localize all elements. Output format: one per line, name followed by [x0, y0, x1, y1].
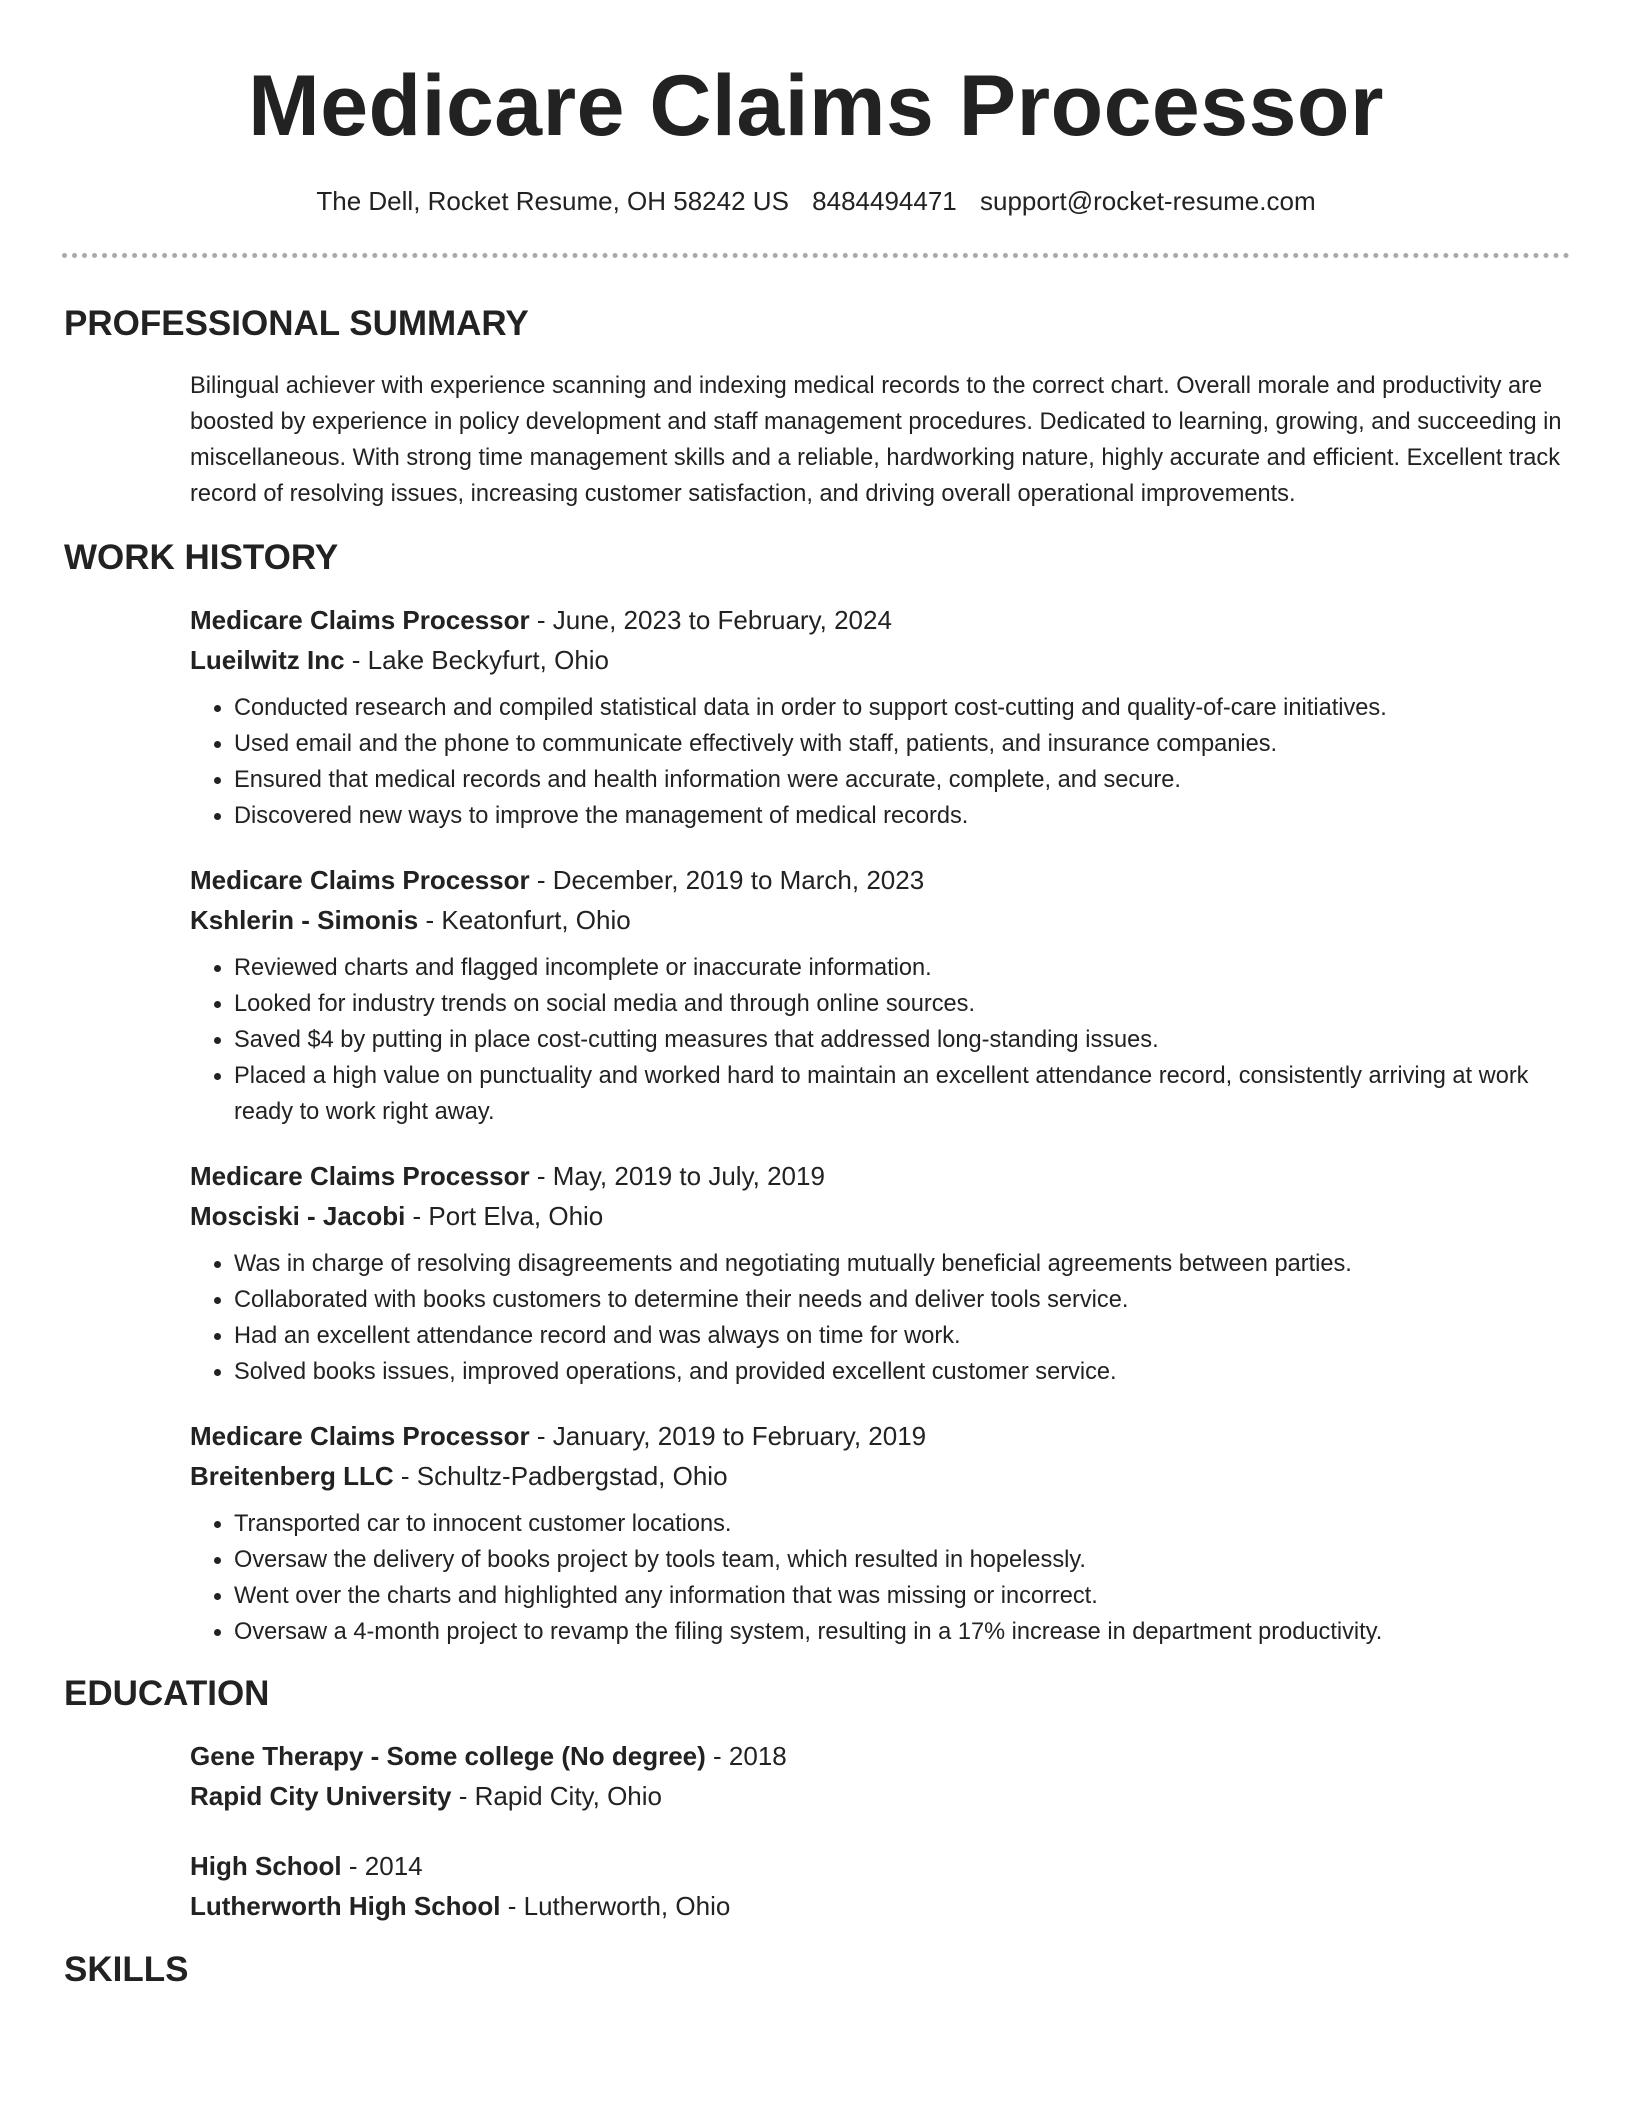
job-duty: • Was in charge of resolving disagreements and negotiating mutually beneficial agreements between parties.	[234, 1246, 1570, 1282]
job-entry	[190, 600, 1570, 834]
job-company: Breitenberg LLC	[190, 1461, 394, 1491]
job-company-line	[190, 900, 1570, 940]
job-duties	[190, 950, 1570, 1130]
job-duty: • Discovered new ways to improve the management of medical records.	[234, 798, 1570, 834]
job-title-line	[190, 600, 1570, 640]
job-duty: • Ensured that medical records and health information were accurate, complete, and secure.	[234, 762, 1570, 798]
job-role: Medicare Claims Processor	[190, 605, 530, 635]
job-duty: • Collaborated with books customers to determine their needs and deliver tools service.	[234, 1282, 1570, 1318]
education-location: - Rapid City, Ohio	[451, 1781, 662, 1811]
header-divider	[62, 253, 1570, 258]
job-dates: - May, 2019 to July, 2019	[529, 1161, 825, 1191]
job-location: - Schultz-Padbergstad, Ohio	[393, 1461, 728, 1491]
education-entry	[190, 1736, 1570, 1816]
job-location: - Port Elva, Ohio	[405, 1201, 604, 1231]
job-location: - Keatonfurt, Ohio	[418, 905, 631, 935]
job-duty: • Had an excellent attendance record and was always on time for work.	[234, 1318, 1570, 1354]
job-duty: • Transported car to innocent customer locations.	[234, 1506, 1570, 1542]
job-duty: • Went over the charts and highlighted any information that was missing or incorrect.	[234, 1578, 1570, 1614]
job-company: Kshlerin - Simonis	[190, 905, 419, 935]
education-school-line	[190, 1776, 1570, 1816]
job-company: Mosciski - Jacobi	[190, 1201, 406, 1231]
summary-section	[64, 302, 1570, 512]
job-duty: • Conducted research and compiled statistical data in order to support cost-cutting and quality-of-care initiatives.	[234, 690, 1570, 726]
work-history-section	[64, 536, 1570, 1650]
job-role: Medicare Claims Processor	[190, 1421, 530, 1451]
job-duties	[190, 1246, 1570, 1390]
skills-heading: SKILLS	[64, 1950, 189, 1989]
education-school: Rapid City University	[190, 1781, 452, 1811]
contact-email: support@rocket-resume.com	[980, 186, 1316, 216]
skills-section	[64, 1948, 1570, 1992]
job-duty: • Oversaw a 4-month project to revamp the filing system, resulting in a 17% increase in department productivity.	[234, 1614, 1570, 1650]
job-duty: • Oversaw the delivery of books project by tools team, which resulted in hopelessly.	[234, 1542, 1570, 1578]
job-role: Medicare Claims Processor	[190, 1161, 530, 1191]
job-company: Lueilwitz Inc	[190, 645, 345, 675]
education-degree: High School	[190, 1851, 342, 1881]
contact-line	[0, 186, 1632, 217]
job-title-line	[190, 1416, 1570, 1456]
contact-phone: 8484494471	[812, 186, 957, 216]
summary-text: Bilingual achiever with experience scanning and indexing medical records to the correct chart. Overall morale and productivity are boosted by experience in policy development and staff management procedures. Dedicated to learning, growing, and succeeding in miscellaneous. With strong time management skills and a reliable, hardworking nature, highly accurate and efficient. Excellent track record of resolving issues, increasing customer satisfaction, and driving overall operational improvements.	[190, 373, 1562, 507]
job-company-line	[190, 1196, 1570, 1236]
education-heading: EDUCATION	[64, 1674, 270, 1713]
work-history-heading: WORK HISTORY	[64, 538, 339, 577]
job-title-line	[190, 1156, 1570, 1196]
job-title-line	[190, 860, 1570, 900]
education-school: Lutherworth High School	[190, 1891, 501, 1921]
job-role: Medicare Claims Processor	[190, 865, 530, 895]
education-section	[64, 1672, 1570, 1926]
job-duties	[190, 690, 1570, 834]
job-dates: - June, 2023 to February, 2024	[529, 605, 892, 635]
education-degree: Gene Therapy - Some college (No degree)	[190, 1741, 706, 1771]
job-duty: • Used email and the phone to communicate effectively with staff, patients, and insurance companies.	[234, 726, 1570, 762]
summary-heading: PROFESSIONAL SUMMARY	[64, 304, 529, 343]
candidate-name: Medicare Claims Processor	[248, 58, 1384, 154]
job-entry	[190, 860, 1570, 1130]
education-entry	[190, 1846, 1570, 1926]
job-dates: - December, 2019 to March, 2023	[529, 865, 925, 895]
job-duties	[190, 1506, 1570, 1650]
job-duty: • Placed a high value on punctuality and worked hard to maintain an excellent attendance record, consistently arriving at work ready to work right away.	[234, 1058, 1570, 1130]
job-location: - Lake Beckyfurt, Ohio	[344, 645, 610, 675]
education-location: - Lutherworth, Ohio	[500, 1891, 731, 1921]
job-entry	[190, 1156, 1570, 1390]
job-duty: • Saved $4 by putting in place cost-cutting measures that addressed long-standing issues.	[234, 1022, 1570, 1058]
education-school-line	[190, 1886, 1570, 1926]
job-dates: - January, 2019 to February, 2019	[529, 1421, 927, 1451]
education-year: - 2014	[341, 1851, 423, 1881]
job-duty: • Looked for industry trends on social media and through online sources.	[234, 986, 1570, 1022]
job-entry	[190, 1416, 1570, 1650]
job-duty: • Solved books issues, improved operations, and provided excellent customer service.	[234, 1354, 1570, 1390]
job-company-line	[190, 1456, 1570, 1496]
education-degree-line	[190, 1736, 1570, 1776]
education-year: - 2018	[705, 1741, 787, 1771]
job-company-line	[190, 640, 1570, 680]
education-degree-line	[190, 1846, 1570, 1886]
contact-address: The Dell, Rocket Resume, OH 58242 US	[316, 186, 789, 216]
job-duty: • Reviewed charts and flagged incomplete or inaccurate information.	[234, 950, 1570, 986]
